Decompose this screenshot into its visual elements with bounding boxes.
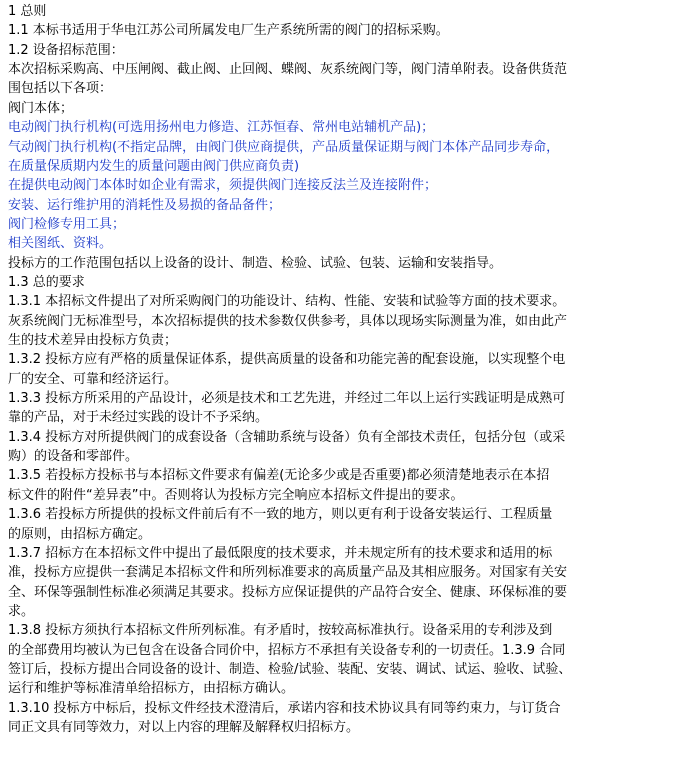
text-line: 1.3.8 投标方须执行本招标文件所列标准。有矛盾时，按较高标准执行。设备采用的专利涉及到 — [8, 623, 553, 639]
text-line: 灰系统阀门无标准型号，本次招标提供的技术参数仅供参考，具体以现场实际测量为准，如由此产 — [8, 313, 568, 329]
text-line: 在质量保质期内发生的质量问题由阀门供应商负责) — [8, 158, 300, 174]
text-line: 1.3.2 投标方应有严格的质量保证体系，提供高质量的设备和功能完善的配套设施，以实现整个电 — [8, 352, 566, 368]
text-line: 安装、运行维护用的消耗性及易损的备品备件； — [8, 197, 282, 213]
text-line: 标文件的附件“差异表”中。否则将认为投标方完全响应本招标文件提出的要求。 — [8, 487, 464, 503]
text-line: 求。 — [8, 603, 35, 619]
text-line: 生的技术差异由投标方负责； — [8, 333, 178, 348]
text-line: 本次招标采购高、中压闸阀、截止阀、止回阀、蝶阀、灰系统阀门等，阀门清单附表。设备供货范 — [8, 62, 568, 78]
text-line: 阀门本体； — [8, 100, 74, 116]
text-line: 阀门检修专用工具； — [8, 216, 126, 232]
text-line: 1.1 本标书适用于华电江苏公司所属发电厂生产系统所需的阀门的招标采购。 — [8, 23, 449, 39]
text-line: 1.3.10 投标方中标后，投标文件经技术澄清后，承诺内容和技术协议具有同等约束力，与订货合 — [8, 700, 561, 716]
text-line: 购）的设备和零部件。 — [8, 449, 139, 465]
text-line: 围包括以下各项： — [8, 81, 113, 97]
text-line: 全、环保等强制性标准必须满足其要求。投标方应保证提供的产品符合安全、健康、环保标准的要 — [8, 584, 568, 600]
text-line: 1.3.5 若投标方投标书与本招标文件要求有偏差(无论多少或是否重要)都必须清楚地表示在本招 — [8, 468, 550, 484]
text-line: 1.3.3 投标方所采用的产品设计，必须是技术和工艺先进，并经过二年以上运行实践证明是成熟可 — [8, 391, 566, 406]
text-line: 1 总则 — [8, 4, 47, 19]
text-line: 靠的产品，对于未经过实践的设计不予采纳。 — [8, 410, 269, 426]
text-line: 准，投标方应提供一套满足本招标文件和所列标准要求的高质量产品及其相应服务。对国家有关安 — [8, 565, 568, 581]
text-line: 在提供电动阀门本体时如企业有需求，须提供阀门连接反法兰及连接附件； — [8, 178, 438, 194]
text-line: 的全部费用均被认为已包含在设备合同价中，招标方不承担有关设备专利的一切责任。1.3.9 合同 — [8, 642, 566, 658]
text-line: 签订后，投标方提出合同设备的设计、制造、检验/试验、装配、安装、调试、试运、验收、试验、 — [8, 661, 572, 677]
text-line: 1.2 设备招标范围： — [8, 42, 124, 58]
text-line: 1.3.1 本招标文件提出了对所采购阀门的功能设计、结构、性能、安装和试验等方面的技术要求。 — [8, 294, 566, 310]
text-line: 气动阀门执行机构(不指定品牌，由阀门供应商提供，产品质量保证期与阀门本体产品同步寿命， — [8, 139, 560, 155]
text-line: 相关图纸、资料。 — [8, 236, 113, 252]
text-line: 运行和维护等标准清单给招标方，由招标方确认。 — [8, 681, 295, 697]
text-line: 投标方的工作范围包括以上设备的设计、制造、检验、试验、包装、运输和安装指导。 — [8, 255, 503, 271]
text-line: 的原则，由招标方确定。 — [8, 526, 152, 542]
text-line: 1.3.4 投标方对所提供阀门的成套设备（含辅助系统与设备）负有全部技术责任，包括分包（或采 — [8, 429, 566, 445]
text-line: 1.3.6 若投标方所提供的投标文件前后有不一致的地方，则以更有利于设备安装运行、工程质量 — [8, 507, 553, 523]
text-line: 1.3.7 招标方在本招标文件中提出了最低限度的技术要求，并未规定所有的技术要求和适用的标 — [8, 545, 553, 561]
text-line: 电动阀门执行机构(可选用扬州电力修造、江苏恒春、常州电站辅机产品)； — [8, 120, 435, 136]
text-line: 厂的安全、可靠和经济运行。 — [8, 371, 178, 387]
text-line: 1.3 总的要求 — [8, 274, 85, 290]
text-line: 同正文具有同等效力，对以上内容的理解及解释权归招标方。 — [8, 720, 360, 735]
